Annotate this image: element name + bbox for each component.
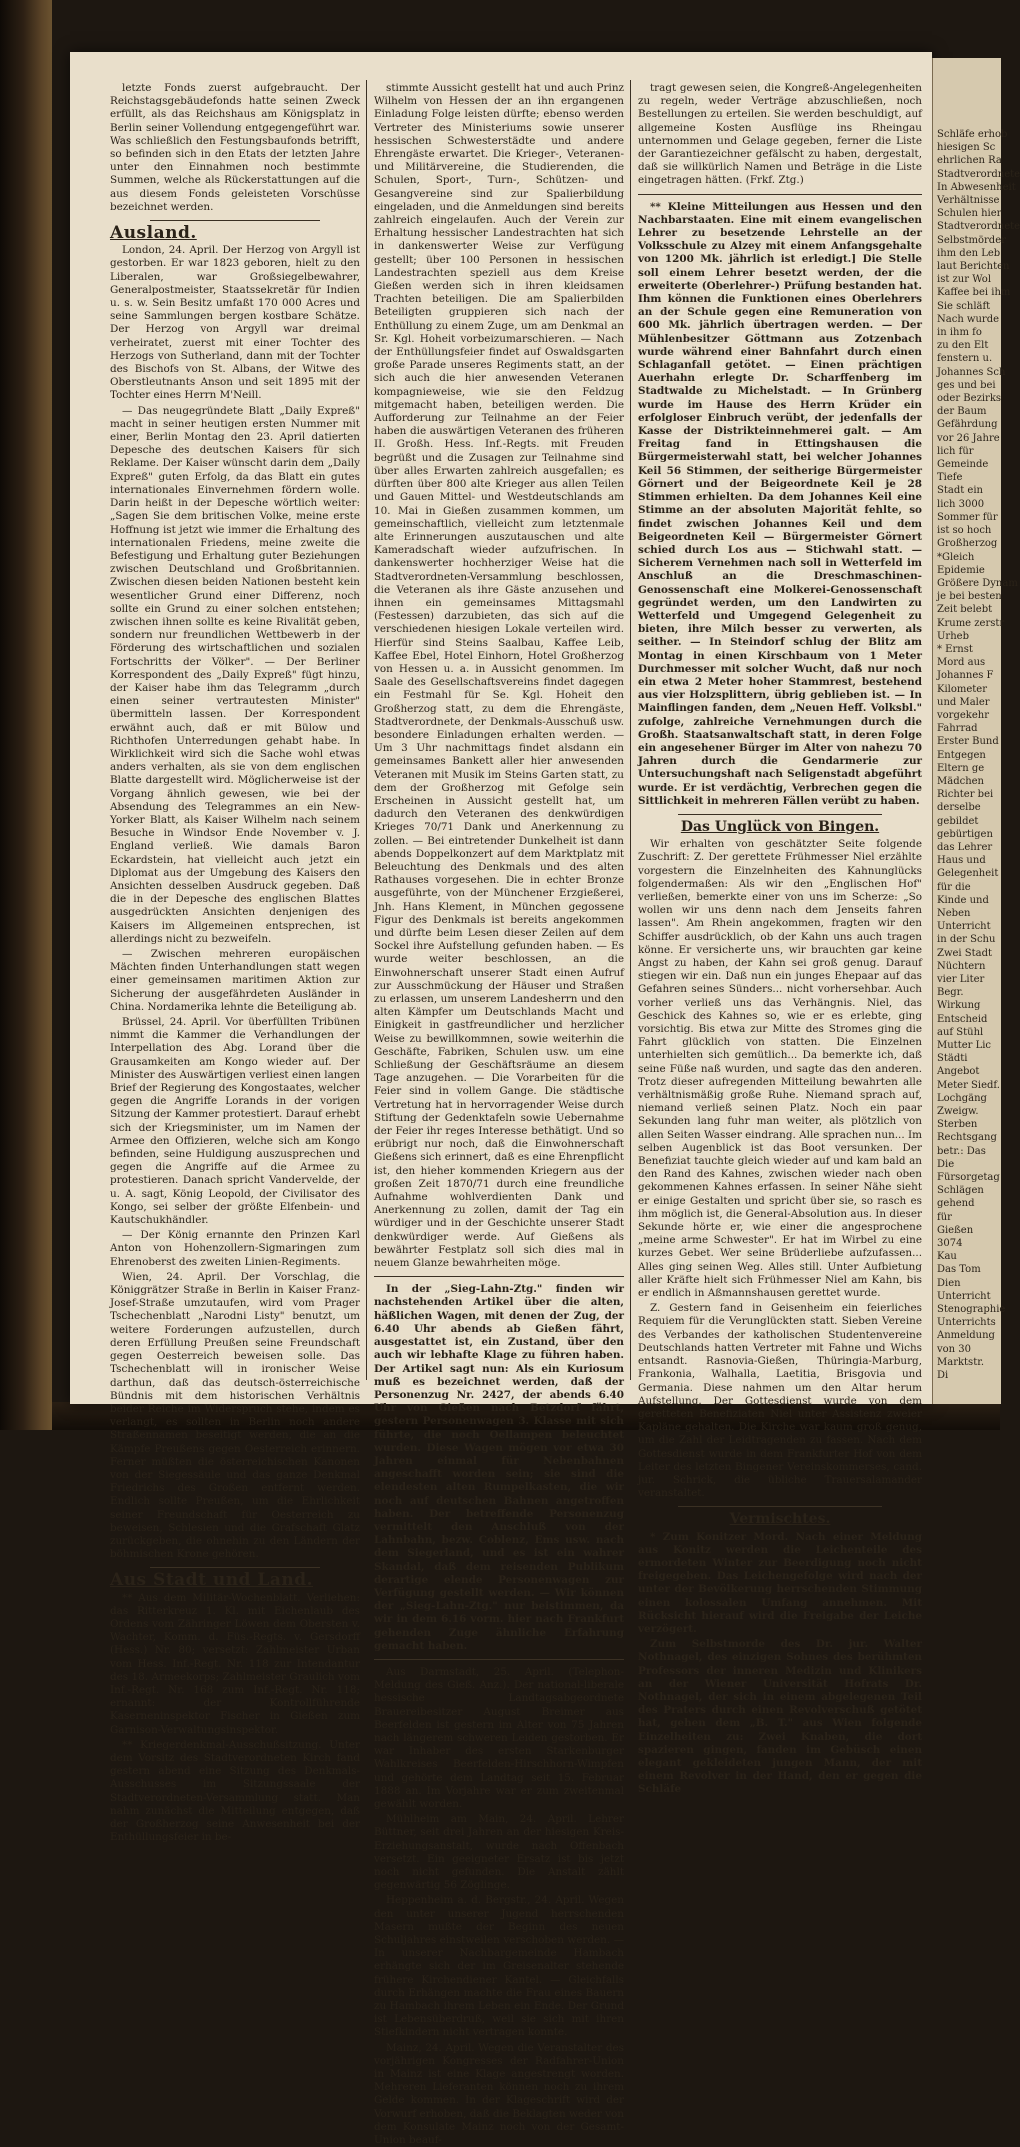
edge-text-fragment: Gießen [937, 1224, 974, 1236]
paragraph-enthuellung: stimmte Aussicht gestellt hat und auch Prinz Wilhelm von Hessen der an ihn ergangenen Einladung Folge leisten dürfte; ebenso werden Vertreter des Ministeriums sowie unserer hessischen Schwesterstädte und andere Ehrengäste erwartet. Die Krieger-, Veteranen- und Militärvereine, die Studierenden, die Schulen, Sport-, Turn-, Schützen- und Gesangvereine sind zur Spalierbildung eingeladen, und die Anmeldungen sind bereits zahlreich eingelaufen. Auch der Verein zur Erhaltung hessischer Landestrachten hat sich in dankenswerter Weise zur Verfügung gestellt; über 100 Personen in hessischen Landestrachten speziell aus dem Kreise Gießen werden sich in ihren kleidsamen Trachten beteiligen. Die am Spalierbilden Beteiligten gruppieren sich nach der Enthüllung zu einem Zuge, um am Denkmal an Sr. Kgl. Hoheit vorbeizumarschieren. — Nach der Enthüllungsfeier findet auf Oswaldsgarten große Parade unseres Regiments statt, an der sich auch die hier anwesenden Veteranen kompagnieweise, wie sie den Feldzug mitgemacht haben, beteiligen werden. Die Aufforderung zur Teilnahme an der Feier haben die auswärtigen Veteranen des früheren II. Großh. Hess. Inf.-Regts. mit Freuden begrüßt und die Zusagen zur Teilnahme sind über alles Erwarten zahlreich ausgefallen; es dürften über 800 alte Krieger aus allen Teilen und Gauen Mittel- und Westdeutschlands am 10. Mai in Gießen zusammen kommen, um gemeinschaftlich, vielleicht zum letztenmale alte Erinnerungen auszutauschen und alte Kameradschaft wieder aufzufrischen. In dankenswerter hochherziger Weise hat die Stadtverordneten-Versammlung beschlossen, die Veteranen als ihre Gäste anzusehen und ihnen ein gemeinsames Mittagsmahl (Festessen) darzubieten, das sich auf die verschiedenen hiesigen Lokale verteilen wird. Hierfür sind Steins Saalbau, Kaffee Leib, Kaffee Ebel, Hotel Einhorn, Hotel Großherzog von Hessen u. a. in Aussicht genommen. Im Saale des Gesellschaftsvereins findet dagegen ein Festmahl für Se. Kgl. Hoheit den Großherzog statt, zu dem die Ehrengäste, Stadtverordnete, der Denkmals-Ausschuß usw. besondere Einladungen erhalten werden. — Um 3 Uhr nachmittags findet alsdann ein gemeinsames Bankett aller hier anwesenden Veteranen mit Musik im Steins Garten statt, zu dem der Großherzog mit Gefolge sein Erscheinen in Aussicht gestellt hat, um dadurch den Veteranen des denkwürdigen Krieges 70/71 Dank und Anerkennung zu zollen. — Bei eintretender Dunkelheit ist dann abends Doppelkonzert auf dem Marktplatz mit Beleuchtung des Denkmals und des alten Rathauses vorgesehen. Die in echter Bronze ausgeführte, von der Münchener Erzgießerei, Jnh. Hans Klement, in München gegossene Figur des Denkmals ist bereits angekommen und dürfte beim Lesen dieser Zeilen auf dem Sockel ihre Aufstellung gefunden haben. — Es wurde weiter beschlossen, an die Einwohnerschaft unserer Stadt einen Aufruf zur Ausschmückung der Häuser und Straßen zu erlassen, um unserem Landesherrn und den alten Kämpfer um Deutschlands Macht und Einigkeit in gastfreundlicher und herzlicher Weise zu bewillkommnen, sowie weiterhin die Geschäfte, Fabriken, Schulen usw. um eine Schließung der Geschäftsräume an diesem Tage anzugehen. — Die Vorarbeiten für die Feier sind in vollem Gange. Die städtische Vertretung hat in hervorragender Weise durch Stiftung der Gedenktafeln sowie Uebernahme der Feier ihr reges Interesse bethätigt. Und so erübrigt nur noch, daß die Einwohnerschaft Gießens sich erinnert, daß es eine Ehrenpflicht ist, den hieher kommenden Kriegern aus der großen Zeit 1870/71 durch eine freundliche Aufnahme wohlverdienten Dank und Anerkennung zu zollen, damit der Tag ein würdiger und in der Geschichte unserer Stadt denkwürdiger werde. Auf Gießens als bewährter Festplatz soll sich dies mal in neuem Glanze bewahrheiten möge. [374, 82, 624, 1270]
edge-text-fragment: gebildet [937, 815, 979, 827]
paragraph-muehlheim: Mühlheim am Main, 24. April. Lehrer Büttner, seit drei Jahren an der hiesigen Kreis-Erziehungsanstalt, wurde nach Offenbach versetzt. Ein geeigneter Ersatz ist bis jetzt noch nicht gefunden. Die Anstalt zählt gegenwärtig 56 Zöglinge. [374, 1813, 624, 1892]
edge-text-fragment: Eltern ge [937, 762, 985, 774]
edge-text-fragment: gebürtigen [937, 828, 993, 840]
paragraph-sieg-lahn: In der „Sieg-Lahn-Ztg." finden wir nachstehenden Artikel über die alten, häßlichen Wagen, mit denen der Zug, der 6.40 Uhr abends ab Gießen fährt, ausgestattet ist, ein Zustand, über den auch wir lebhafte Klage zu führen haben. Der Artikel sagt nun: Als ein Kuriosum muß es bezeichnet werden, daß der Personenzug Nr. 2427, der abends 6.40 Uhr von Gießen nach Betzdorf fährt, gestern Personenwagen 3. Klasse mit sich führte, die noch Oellampen beleuchtet wurden. Diese Wagen mögen vor etwa 30 Jahren einmal für Nebenbahnen angeschafft worden sein; sie sind die elendesten alten Rumpelkasten, die wir noch auf deutschen Bahnen angetroffen haben. Der betreffende Personenzug vermittelt den Anschluß von der Lahnbahn, bezw. Coblenz, Ems usw. nach dem Siegerland, und es ist ein wahrer Skandal, daß dem reisenden Publikum derartige elende Personenwagen zur Verfügung gestellt werden. — Wir können der „Sieg-Lahn-Ztg." nur beistimmen, da wir in dem 6.16 vorm. hier nach Frankfurt gehenden Zuge ähnliche Erfahrung gemacht haben. [374, 1283, 624, 1652]
paragraph-hohenzollern: — Der König ernannte den Prinzen Karl Anton von Hohenzollern-Sigmaringen zum Ehrenoberst des zweiten Linien-Regiments. [110, 1229, 360, 1268]
edge-text-fragment: Größere Dynam [937, 577, 1018, 589]
edge-text-fragment: und Maler [937, 696, 990, 708]
paragraph-kleine-mitteilungen: ** Kleine Mitteilungen aus Hessen und den Nachbarstaaten. Eine mit einem evangelischen Lehrer zu besetzende Lehrstelle an der Volksschule zu Alzey mit einem Anfangsgehalte von 1200 Mk. jährlich ist erledigt.] Die Stelle soll einem Lehrer besetzt werden, der die erweiterte (Oberlehrer-) Prüfung bestanden hat. Ihm können die Funktionen eines Oberlehrers an der Schule gegen eine Remuneration von 600 Mk. jährlich übertragen werden. — Der Mühlenbesitzer Göttmann aus Zotzenbach wurde während einer Bahnfahrt durch einen Schlaganfall getötet. — Einen prächtigen Auerhahn erlegte Dr. Scharffenberg im Stadtwalde zu Michelstadt. — In Grünberg wurde im Hause des Herrn Krüder ein erfolgloser Einbruch verübt, der jedenfalls der Kasse der Distrikteinnehmerei galt. — Am Freitag fand in Ettingshausen die Bürgermeisterwahl statt, bei welcher Johannes Keil 56 Stimmen, der seitherige Bürgermeister Görnert und der Beigeordnete Keil je 28 Stimmen erhielten. Da dem Johannes Keil eine Stimme an der absoluten Majorität fehlte, so findet zwischen Johannes Keil und dem Beigeordneten Keil — Bürgermeister Görnert schied durch Los aus — Stichwahl statt. — Sicherem Vernehmen nach soll in Wetterfeld im Anschluß an die Dreschmaschinen-Genossenschaft eine Molkerei-Genossenschaft gegründet werden, um den Landwirten zu Wetterfeld und Umgegend Gelegenheit zu bieten, ihre Milch besser zu verwerten, als seither. — In Steindorf schlug der Blitz am Montag in einen Kirschbaum von 1 Meter Durchmesser mit solcher Wucht, daß nur noch ein etwa 2 Meter hoher Stammrest, bestehend aus vier Holzsplittern, übrig geblieben ist. — In Mainflingen fanden, dem „Neuen Heff. Volksbl." zufolge, zahlreiche Vernehmungen durch die Großh. Staatsanwaltschaft statt, in deren Folge ein angesehener Bürger im Alter von nahezu 70 Jahren durch die Gendarmerie zur Untersuchungshaft nach Seligenstadt abgeführt wurde. Er ist verdächtig, Verbrechen gegen die Sittlichkeit in mehreren Fällen verübt zu haben. [638, 200, 922, 807]
edge-text-fragment: Stadtverordnete [937, 221, 1020, 233]
edge-text-fragment: Fahrrad [937, 723, 978, 735]
column-3 [638, 82, 922, 1796]
edge-text-fragment: Stadtverordnete [937, 168, 1020, 180]
edge-text-fragment: Unterrichts [937, 1317, 996, 1329]
paragraph-konitz: * Zum Konitzer Mord. Nach einer Meldung aus Konitz werden die Leichenteile des ermordeten Winter zur Beerdigung noch nicht freigegeben. Das Leichengefolge wird nach der unter der Bevölkerung herrschenden Stimmung einen kolossalen Umfang annehmen. Mit Rücksicht hierauf wird die Freigabe der Leiche verzögert. [638, 1530, 922, 1635]
edge-text-fragment: Di [937, 1370, 949, 1382]
paragraph-darmstadt: Aus Darmstadt, 25. April. (Telephon-Meldung des Gieß. Anz.). Der national-liberale hessische Landtagsabgeordnete Brauereibesitzer August Breimer aus Beerfelden ist gestern im Alter von 75 Jahren nach längerem schweren Leiden gestorben. Er war Inhaber des ersten Starkenburger Wahlkreises Beerfelden-Hirschhorn-Wimpfen und gehörte dem Landtag seit 15. Februar 1888 an. Im Vorjahre war er zum zweitenmal gewählt worden. [374, 1665, 624, 1810]
edge-text-fragment: auf Stühl [937, 1026, 984, 1038]
edge-text-fragment: Zeit belebt [937, 604, 993, 616]
edge-text-fragment: lich 3000 [937, 498, 985, 510]
edge-text-fragment: Schläfe erhob [937, 129, 1008, 140]
edge-text-fragment: von 30 [937, 1343, 972, 1355]
edge-text-fragment: Haus und [937, 855, 986, 867]
edge-text-fragment: zu den Elt [937, 340, 989, 352]
separator [678, 814, 882, 815]
separator [150, 220, 320, 221]
edge-text-fragment: Sommer für [937, 511, 998, 523]
edge-text-fragment: 3074 [937, 1238, 963, 1250]
edge-text-fragment: für [937, 1211, 952, 1223]
edge-text-fragment: Schlägen [937, 1185, 984, 1197]
edge-text-fragment: Stadt ein [937, 485, 983, 497]
edge-text-fragment: Nüchtern [937, 960, 986, 972]
edge-text-fragment: das Lehrer [937, 841, 993, 853]
paragraph-kongress: tragt gewesen seien, die Kongreß-Angelegenheiten zu regeln, weder Verträge abzuschließen, noch Bestellungen zu erteilen. Sie werden beschuldigt, auf allgemeine Kosten Ausflüge ins Rheingau unternommen und Gelage gegeben, ferner die Liste der Garantiezeichner gefälscht zu haben, dergestalt, daß sie willkürlich Namen und Beträge in die Liste eingetragen hätten. (Frkf. Ztg.) [638, 82, 922, 187]
paragraph-geisenheim: Z. Gestern fand in Geisenheim ein feierliches Requiem für die Verunglückten statt. Sieben Vereine des Verbandes der katholischen Studentenvereine Deutschlands hatten Vertreter mit Fahne und Wichs entsandt. Rasnovia-Gießen, Thüringia-Marburg, Frankonia, Walhalla, Laetitia, Brisgovia und Germania. Diese nahmen um den Altar herum Aufstellung. Der Gottesdienst wurde von dem geretteten Benefiziaten Niel unter Assistenz zweier Kapläne gehalten. Die Kirche war kaum groß genug, um die Zahl der Leidtragenden zu fassen. Nach dem Gottesdienst wurde in dem Frankfurter Hof von dem Leiter des letzten Bingener Vereinskommerses, cand. jur. Schrick, die übliche Trauersalamander veranstaltet. [638, 1302, 922, 1500]
edge-text-fragment: Dien [937, 1277, 961, 1289]
adjacent-page-edge [932, 58, 1020, 1404]
edge-text-fragment: fenstern u. [937, 353, 993, 365]
paragraph-nothnagel: Zum Selbstmorde des Dr. jur. Walter Nothnagel, des einzigen Sohnes des berühmten Professors der inneren Medizin und Klinikers an der Wiener Universität Hofrats Dr. Nothnagel, der sich in einem abgelegenen Teil des Praters durch einen Revolverschuß getötet hat, gehen dem „B. T." aus Wien folgende Einzelheiten zu: Zwei Knaben, die dort spazieren gingen, fanden im Gebüsch einen elegant gekleideten jungen Mann, der mit einem Revolver in der Hand, den er gegen die Schläfe [638, 1638, 922, 1796]
edge-text-fragment: Johannes F [937, 670, 994, 682]
edge-text-fragment: derselbe [937, 802, 981, 814]
edge-text-fragment: ist zur Wol [937, 274, 992, 286]
edge-text-fragment: Unterricht [937, 1290, 991, 1302]
edge-text-fragment: Nach wurde [937, 313, 1000, 325]
edge-text-fragment: oder Bezirks [937, 393, 1002, 405]
separator [638, 194, 922, 195]
edge-text-fragment: Selbstmörder [937, 234, 1006, 246]
edge-text-fragment: Meter Siedf. [937, 1079, 1000, 1091]
edge-text-fragment: Lochgäng [937, 1092, 987, 1104]
edge-text-fragment: ehrlichen Ra [937, 155, 1002, 167]
edge-text-fragment: Anmeldung [937, 1330, 995, 1342]
edge-text-fragment: Mutter Lic [937, 1040, 992, 1052]
separator [150, 1567, 320, 1568]
edge-text-fragment: In Abwesenheit [937, 181, 1016, 193]
paragraph-fonds: letzte Fonds zuerst aufgebraucht. Der Reichstagsgebäudefonds hatte seinen Zweck erfüllt, als das Reichshaus am Königsplatz in Berlin seiner Vollendung entgegengeführt war. Was schließlich den Festungsbaufonds betrifft, so befinden sich in den Etats der letzten Jahre unter den Einnahmen noch bestimmte Summen, welche als Rückerstattungen auf die aus diesem Fonds geleisteten Vorschüsse bezeichnet werden. [110, 82, 360, 213]
paragraph-china: — Zwischen mehreren europäischen Mächten finden Unterhandlungen statt wegen einer gemeinsamen maritimen Aktion zur Sicherung der ausgefährdeten Ausländer in China. Nordamerika lehnte die Beteiligung ab. [110, 948, 360, 1013]
edge-text-fragment: je bei besten [937, 591, 1002, 603]
edge-text-fragment: für die [937, 881, 971, 893]
edge-text-fragment: Gefährdung [937, 419, 998, 431]
edge-text-fragment: in der Schu [937, 934, 996, 946]
edge-text-fragment: vor 26 Jahre [937, 432, 1000, 444]
edge-text-fragment: * Ernst [937, 643, 973, 655]
edge-text-fragment: Begr. [937, 987, 964, 999]
edge-text-fragment: ist so hoch [937, 525, 992, 537]
edge-text-fragment: Unterricht [937, 921, 991, 933]
edge-text-fragment: Sterben [937, 1119, 978, 1131]
paragraph-mainz: Mainz, 24. April. Wegen die Veranstalter des vorjährigen Kongresses der Radfahrer-Union in Mainz ist eine Klage angestrengt worden. Mehreren Lieferanten können noch zu ihrem Gelde kommen. In der Klageschrift wird der Vorwurf erhoben, daß die Beklagten weder von dem Konsulate Mainz noch von der Gesamt-Union beauf- [374, 2041, 624, 2147]
edge-text-fragment: ges und bei [937, 379, 996, 391]
edge-text-fragment: Verhältnisse [937, 195, 1000, 207]
edge-text-fragment: Entscheid [937, 1013, 988, 1025]
paragraph-wien: Wien, 24. April. Der Vorschlag, die Königgrätzer Straße in Berlin in Kaiser Franz-Josef-Straße umzutaufen, wird vom Prager Tschechenblatt „Narodni Listy" benutzt, um weitere Forderungen aufzustellen, durch deren Erfüllung Preußen seine Freundschaft gegen Oesterreich beweisen solle. Das Tschechenblatt will in ironischer Weise darthun, daß das deutsch-österreichische Bündnis mit dem historischen Verhältnis beider Reiche im Widerspruch stehe, indem es verlangt, es sollten in Berlin noch andere Straßennamen beseitigt werden, die an die Kämpfe Preußens gegen Oesterreich erinnern. Ferner müßten die österreichischen Kanonen von der Siegessäule und das ganze Denkmal Friedrichs des Großen entfernt werden. Endlich sollte Preußen, um die Ehrlichkeit seiner Freundschaft für Oesterreich zu beweisen, Schlesien und die Grafschaft Glatz zurückgeben, die ohnehin zu den Ländern der böhmischen Krone gehören. [110, 1270, 360, 1561]
edge-text-fragment: Stenographie [937, 1304, 1006, 1316]
paragraph-daily-express: — Das neugegründete Blatt „Daily Expreß" macht in seiner heutigen ersten Nummer mit einer, Berlin Montag den 23. April datierten Depesche des deutschen Kaisers für sich Reklame. Der Kaiser wünscht darin dem „Daily Expreß" guten Erfolg, da das Blatt ein gutes internationales Einvernehmen fördern wolle. Darin heißt in der Depesche wörtlich weiter: „Sagen Sie dem britischen Volke, meine erste Hoffnung ist jetzt wie immer die Erhaltung des internationalen Friedens, meine zweite die Befestigung und Erhaltung guter Beziehungen zwischen Deutschland und Großbritannien. Zwischen diesen beiden Nationen besteht kein wesentlicher Grund einer Differenz, noch sollte ein Grund zu einer solchen entstehen; zwischen ihnen sollte es keine Rivalität geben, sondern nur freundlichen Wettbewerb in der Förderung des wirtschaftlichen und sozialen Fortschritts der Völker". — Der Berliner Korrespondent des „Daily Expreß" fügt hinzu, der Kaiser habe ihm das Telegramm „durch einen seiner vertrautesten Minister" übermitteln lassen. Der Korrespondent erwähnt auch, daß er mit Bülow und Richthofen Unterredungen gehabt habe. In Wirklichkeit wird sich die Sache wohl etwas anders verhalten, als sie von dem englischen Blatte dargestellt wird. Möglicherweise ist der Vorgang ähnlich gewesen, wie bei der Absendung des Telegrammes an ein New-Yorker Blatt, als Kaiser Wilhelm nach seinem Besuche in Windsor Ende November v. J. England verließ. Wie damals Baron Eckardstein, hat vielleicht auch jetzt ein Diplomat aus der Umgebung des Kaisers den Ansichten desselben Ausdruck gegeben. Daß die in der Depesche des englischen Blattes ausgedrückten Ansichten denjenigen des Kaisers im Allgemeinen entsprechen, ist allerdings nicht zu bezweifeln. [110, 404, 360, 945]
paragraph-heppenheim: Heppenheim a. d. Bergstr., 24. April. Wegen den unter unserer Jugend herrschenden Masern mußte der Beginn des neuen Schuljahres einstweilen verschoben werden. — In unserer Nachbargemeinde Hambach erhängte sich der im Greisenalter stehende frühere Kirchendiener Kantel. — Gleichfalls durch Erhängen machte die Frau eines Bauern zu Hambach ihrem Leben ein Ende. Der Grund ist Lebensüberdruß, weil sie sich mit ihren Stiefkindern nicht vertragen konnte. [374, 1894, 624, 2039]
separator [374, 1276, 624, 1277]
paragraph-kriegerdenkmal: ** Kriegerdenkmal-Ausschußsitzung. Unter dem Vorsitz des Stadtverordneten Kirch fand gestern abend eine Sitzung des Denkmals-Ausschusses im Sitzungssaale der Stadtverordneten-Versammlung statt. Man nahm zunächst die Mitteilung entgegen, daß der Großherzog seine Anwesenheit bei der Enthüllungsfeier in be- [110, 1738, 360, 1844]
edge-text-fragment: Tiefe [937, 472, 963, 484]
newspaper-page [70, 52, 932, 2147]
edge-text-fragment: Neben [937, 907, 971, 919]
separator [374, 1659, 624, 1660]
edge-text-fragment: laut Berichten [937, 261, 1010, 273]
edge-text-fragment: Mord aus [937, 657, 986, 669]
edge-text-fragment: Zwei Stadt [937, 947, 993, 959]
edge-text-fragment: gehend [937, 1198, 975, 1210]
edge-text-fragment: Krume zerstr [937, 617, 1005, 629]
paragraph-london: London, 24. April. Der Herzog von Argyll ist gestorben. Er war 1823 geboren, hielt zu den Liberalen, war Großsiegelbewahrer, Generalpostmeister, Staatssekretär für Indien u. s. w. Sein Besitz umfaßt 170 000 Acres und seine Sammlungen bergen kostbare Schätze. Der Herzog von Argyll war dreimal verheiratet, zuerst mit einer Tochter des Herzogs von Sutherland, dann mit der Tochter des Bischofs von St. Albans, der Witwe des Oberstleutnants Anson und seit 1895 mit der Tochter eines Herrn M'Neill. [110, 244, 360, 402]
edge-text-fragment: Marktstr. [937, 1356, 985, 1368]
edge-text-fragment: ihm den Leb [937, 247, 1001, 259]
edge-text-fragment: Epidemie [937, 564, 985, 576]
section-heading-ausland: Ausland. [110, 223, 197, 244]
book-spine [0, 0, 52, 1430]
edge-text-fragment: Großherzog [937, 538, 998, 550]
edge-text-fragment: Sie schläft [937, 300, 991, 312]
section-heading-vermischtes: Vermischtes. [729, 1511, 831, 1528]
edge-text-fragment: Gelegenheit [937, 868, 999, 880]
edge-text-fragment: in ihm fo [937, 327, 982, 339]
edge-text-fragment: Johannes Sch [937, 366, 1006, 378]
edge-text-fragment: Kilometer [937, 683, 988, 695]
column-rule [630, 80, 631, 1380]
edge-text-fragment: Gemeinde [937, 459, 989, 471]
edge-text-fragment: Das Tom [937, 1264, 981, 1276]
edge-text-fragment: hiesigen Sc [937, 142, 996, 154]
edge-text-fragment: Richter bei [937, 789, 994, 801]
column-2 [374, 82, 624, 2147]
edge-text-fragment: Kau [937, 1251, 957, 1263]
edge-text-fragment: Wirkung [937, 1000, 981, 1012]
edge-text-fragment: Erster Bund [937, 736, 999, 748]
section-heading-bingen: Das Unglück von Bingen. [680, 818, 880, 835]
section-heading-stadt-land: Aus Stadt und Land. [110, 1570, 313, 1591]
edge-text-fragment: vorgekehr [937, 709, 989, 721]
edge-text-fragment: Kinde und [937, 894, 989, 906]
paragraph-militaer: ** Aus dem Militär-Wochenblatt. Verliehen: das Ritterkreuz 1. Kl. mit Eichenlaub des Ordens vom Zähringer Löwen dem Obersten v. Wachter, Komm. d. Füs.-Regts. v. Gersdorff (Hess.) Nr. 80; versetzt: Zahlmeister Urban vom Hess. Inf.-Regt. Nr. 118 zur Intendantur des 18. Armeekorps; Zahlmeister Graulich vom Inf.-Regt. Nr. 168 zum Inf.-Regt. Nr. 118; ernannt: der Kontrollführende Kaserneninspektor Fischer in Gießen zum Garnison-Verwaltungsinspektor. [110, 1591, 360, 1736]
edge-text-fragment: Mädchen [937, 775, 985, 787]
edge-text-fragment: Urheb [937, 630, 969, 642]
edge-text-fragment: lich für [937, 445, 974, 457]
edge-text-fragment: Entgegen [937, 749, 986, 761]
edge-text-fragment: der Baum [937, 406, 987, 418]
edge-text-fragment: Städti [937, 1053, 968, 1065]
edge-text-fragment: *Gleich [937, 551, 975, 563]
edge-text-fragment: Kaffee bei ihm [937, 287, 1011, 299]
edge-text-fragment: Zweigw. [937, 1106, 979, 1118]
edge-text-fragment: Fürsorgetag [937, 1172, 1000, 1184]
paragraph-bruessel: Brüssel, 24. April. Vor überfüllten Tribünen nimmt die Kammer die Verhandlungen der Interpellation des Abg. Lorand über die Grausamkeiten am Kongo wieder auf. Der Minister des Auswärtigen verliest einen langen Brief der Regierung des Kongostaates, welcher gegen die Angriffe Lorands in der vorigen Sitzung der Kammer protestiert. Darauf erhebt sich der Kriegsminister, um im Namen der Armee den Offizieren, welche sich am Kongo befinden, seine Huldigung auszusprechen und gegen die Angriffe auf die Armee zu protestieren. Danach spricht Vandervelde, der u. A. sagt, König Leopold, der Civilisator des Kongo, sei selber der größte Elfenbein- und Kautschukhändler. [110, 1016, 360, 1227]
edge-text-fragment: betr.: Das [937, 1145, 986, 1157]
column-1 [110, 82, 360, 1844]
edge-text-fragment: Die [937, 1158, 955, 1170]
paragraph-bingen-bericht: Wir erhalten von geschätzter Seite folgende Zuschrift: Z. Der gerettete Frühmesser Niel erzählte vorgestern die Einzelnheiten des Kahnunglücks folgendermaßen: Als wir den „Englischen Hof" verließen, bemerkte einer von uns im Scherze: „So wollen wir uns denn nach dem Jenseits fahren lassen". Am Rhein angekommen, fragten wir den Schiffer ausdrücklich, ob der Kahn uns auch tragen könne. Er versicherte uns, wir brauchten gar keine Angst zu haben, der Kahn sei groß genug. Darauf stiegen wir ein. Daß nun ein junges Ehepaar auf das Gefahren seines Sünders... nicht vorhersehbar. Auch vorher verließ uns das Verhängnis. Niel, das Geschick des Kahnes so, wie er es erlebte, ging vorsichtig. Bis etwa zur Mitte des Stromes ging die Fahrt glücklich von statten. Die Einzelnen unterhielten sich gemütlich... Da bemerkte ich, daß seine Füße naß wurden, und sagte das den anderen. Trotz dieser aufregenden Mitteilung bewahrten alle verhältnismäßig große Ruhe. Niemand sprach auf, niemand verließ seinen Platz. Noch ein paar Sekunden lang fuhr man weiter, als plötzlich von allen Seiten Wasser eindrang. Alle sprachen nun... Im selben Augenblick ist das Boot versunken. Der Benefiziat tauchte gleich wieder auf und kam bald an den Rand des Kahnes, zwischen wieder nach oben gekommenen Kahnes erfassen. In seiner Nähe sieht er einige Gestalten und spricht über sie, so rasch es ihm möglich ist, die General-Absolution aus. In dieser Sekunde hörte er, wie einer die angesprochene „meine arme Schwester". Er hat im Wirbel zu eine kurzes Gebet. Wer seine Brüderliebe aufzufassen... Alles ging seinen Weg. Alles still. Unter Aufbietung aller Kräfte hielt sich Frühmesser Niel am Kahn, bis er endlich in Aßmannshausen gerettet wurde. [638, 838, 922, 1300]
edge-text-fragment: Angebot [937, 1066, 980, 1078]
edge-text-fragment: vier Liter [937, 974, 985, 985]
column-rule [366, 80, 367, 1380]
edge-text-fragment: Rechtsgang [937, 1132, 997, 1144]
separator [678, 1506, 882, 1507]
edge-text-fragment: Schulen hier [937, 208, 1002, 220]
